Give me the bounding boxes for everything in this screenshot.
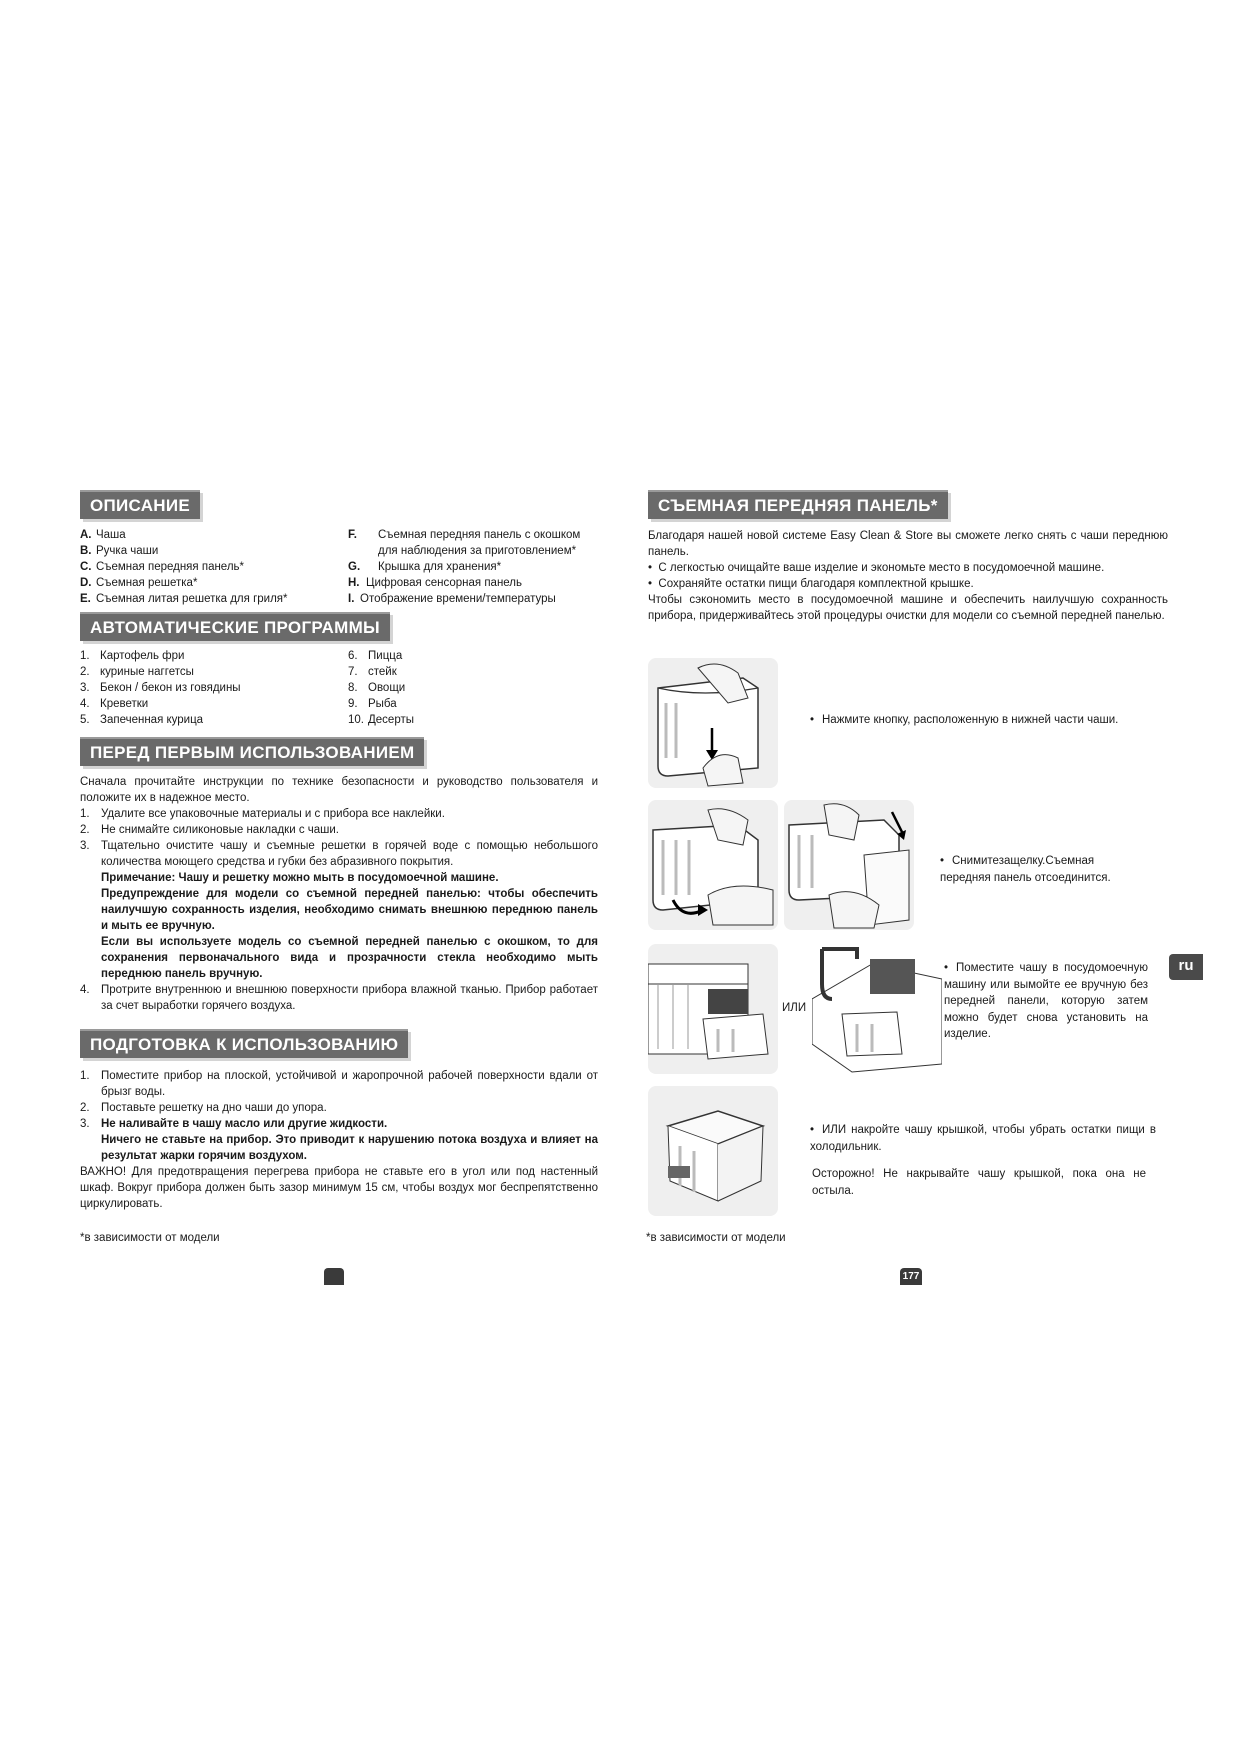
window-panel-warning: Если вы используете модель со съемной передней панелью с окошком, то для сохранения первоначального вида и прозрачности стекла необходимо мыть переднюю панель вручную.: [101, 936, 598, 980]
language-tab: ru: [1169, 954, 1203, 980]
list-item: B. Ручка чаши: [80, 545, 159, 557]
sink-wash-illustration: [812, 944, 942, 1074]
list-item: I. Отображение времени/температуры: [348, 593, 556, 605]
step3-caption: • Поместите чашу в посудомоечную машину или вымойте ее вручную без передней панели, которую затем можно будет снова установить на изделие.: [944, 962, 1148, 1040]
list-item: 3. Тщательно очистите чашу и съемные решетки в горячей воде с помощью небольшого количества моющего средства и губки без абразивного покрытия.: [80, 840, 598, 868]
list-item: 7. стейк: [348, 666, 397, 678]
bullet-item: • Сохраняйте остатки пищи благодаря комплектной крышке.: [648, 578, 974, 590]
list-item: D. Съемная решетка*: [80, 577, 198, 589]
list-item: 10. Десерты: [348, 714, 415, 726]
list-item: 8. Овощи: [348, 682, 406, 694]
description-heading: ОПИСАНИЕ: [80, 490, 200, 519]
list-item: 4. Креветки: [80, 698, 149, 710]
preparation-steps: [80, 1068, 598, 1132]
programs-list: [80, 648, 598, 728]
first-use-steps: [80, 806, 598, 870]
list-item: 6. Пицца: [348, 650, 403, 662]
list-item: 3. Не наливайте в чашу масло или другие жидкости.: [80, 1118, 388, 1130]
preparation-section: [80, 1029, 598, 1212]
description-list: [80, 527, 598, 607]
step1-caption: • Нажмите кнопку, расположенную в нижней части чаши.: [810, 714, 1119, 726]
list-item: 2. Не снимайте силиконовые накладки с чаши.: [80, 824, 340, 836]
list-item: 2. Поставьте решетку на дно чаши до упора.: [80, 1102, 327, 1114]
dishwasher-illustration: [648, 944, 778, 1074]
lid-cover-illustration: [648, 1086, 778, 1216]
list-item: 1. Удалите все упаковочные материалы и с прибора все наклейки.: [80, 808, 445, 820]
preparation-heading: ПОДГОТОВКА К ИСПОЛЬЗОВАНИЮ: [80, 1029, 408, 1058]
step2-caption: • Снимитезащелку.Съемная передняя панель отсоединится.: [940, 855, 1111, 884]
page-number: 177: [900, 1268, 922, 1285]
list-item: F. Съемная передняя панель с окошком для наблюдения за приготовлением*: [348, 529, 581, 557]
description-section: [80, 490, 598, 607]
or-label: ИЛИ: [782, 1002, 807, 1014]
bullet-item: • С легкостью очищайте ваше изделие и экономьте место в посудомоечной машине.: [648, 562, 1105, 574]
programs-heading: АВТОМАТИЧЕСКИЕ ПРОГРАММЫ: [80, 612, 390, 641]
list-item: E. Съемная литая решетка для гриля*: [80, 593, 288, 605]
list-item: 2. куриные наггетсы: [80, 666, 194, 678]
list-item: 4. Протрите внутреннюю и внешнюю поверхности прибора влажной тканью. Прибор работает за счет выработки горячего воздуха.: [80, 984, 598, 1012]
list-item: 5. Запеченная курица: [80, 714, 204, 726]
list-item: C. Съемная передняя панель*: [80, 561, 245, 573]
first-use-section: [80, 737, 598, 1014]
first-use-intro: Сначала прочитайте инструкции по технике безопасности и руководство пользователя и положите их в надежное место.: [80, 776, 598, 804]
nothing-on-appliance-warning: Ничего не ставьте на прибор. Это приводит к нарушению потока воздуха и влияет на результат жарки горячим воздухом.: [101, 1134, 598, 1162]
list-item: G. Крышка для хранения*: [348, 561, 502, 573]
list-item: A. Чаша: [80, 529, 126, 541]
list-item: H. Цифровая сенсорная панель: [348, 577, 523, 589]
front-panel-heading: СЪЕМНАЯ ПЕРЕДНЯЯ ПАНЕЛЬ*: [648, 490, 948, 519]
list-item: 9. Рыба: [348, 698, 397, 710]
list-item: 1. Картофель фри: [80, 650, 185, 662]
front-panel-para: Чтобы сэкономить место в посудомоечной машине и обеспечить наилучшую сохранность прибора, придерживайтесь этой процедуры очистки для модели со съемной передней панелью.: [648, 594, 1168, 622]
press-button-illustration: [648, 658, 778, 788]
lid-caution: Осторожно! Не накрывайте чашу крышкой, пока она не остыла.: [812, 1168, 1146, 1197]
dishwasher-note: Примечание: Чашу и решетку можно мыть в посудомоечной машине.: [101, 872, 499, 884]
list-item: 3. Бекон / бекон из говядины: [80, 682, 241, 694]
front-panel-warning: Предупреждение для модели со съемной передней панелью: чтобы обеспечить наилучшую сохранность изделия, необходимо снимать внешнюю переднюю панель и мыть ее вручную.: [101, 888, 598, 932]
list-item: 1. Поместите прибор на плоской, устойчивой и жаропрочной рабочей поверхности вдали от брызг воды.: [80, 1070, 598, 1098]
remove-latch-illustration-2: [784, 800, 914, 930]
front-panel-intro: Благодаря нашей новой системе Easy Clean & Store вы сможете легко снять с чаши переднюю панель.: [648, 530, 1168, 558]
left-page-number-box: [324, 1268, 344, 1285]
basket-hand-illustration: [648, 658, 778, 788]
programs-section: [80, 612, 598, 728]
left-footnote: *в зависимости от модели: [80, 1232, 220, 1244]
right-column: [648, 490, 1168, 624]
step4-caption: • ИЛИ накройте чашу крышкой, чтобы убрать остатки пищи в холодильник.: [810, 1124, 1156, 1153]
first-use-heading: ПЕРЕД ПЕРВЫМ ИСПОЛЬЗОВАНИЕМ: [80, 737, 424, 766]
right-footnote: *в зависимости от модели: [646, 1232, 786, 1244]
important-note: ВАЖНО! Для предотвращения перегрева прибора не ставьте его в угол или под настенный шкаф. Вокруг прибора должен быть зазор минимум 15 см, чтобы воздух мог беспрепятственно циркулировать.: [80, 1166, 598, 1210]
remove-latch-illustration-1: [648, 800, 778, 930]
